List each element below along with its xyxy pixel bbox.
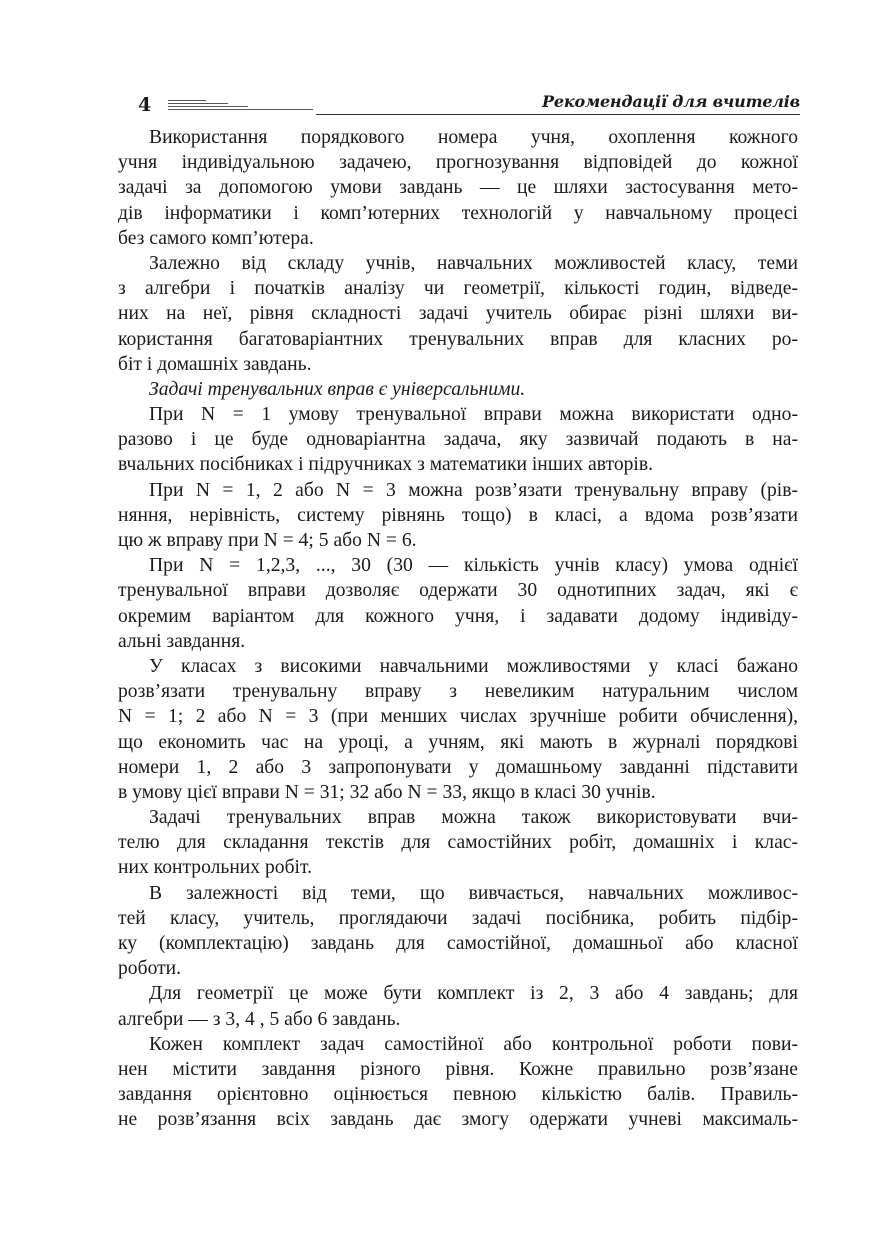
text-line: При N = 1, 2 або N = 3 можна розв’язати тренувальну вправу (рів- (149, 479, 798, 501)
running-title: Рекомендації для вчителів (542, 92, 800, 111)
text-line: В залежності від теми, що вивчається, навчальних можливос- (149, 882, 798, 904)
text-line: них контрольних робіт. (118, 857, 312, 879)
text-line: дів інформатики і комп’ютерних технологій у навчальному процесі (118, 202, 798, 224)
text-line: няння, нерівність, систему рівнянь тощо) в класі, а вдома розв’язати (118, 504, 798, 526)
text-line: телю для складання текстів для самостійних робіт, домашніх і клас- (118, 832, 798, 854)
text-line: біт і домашніх завдань. (118, 353, 312, 375)
text-line: номери 1, 2 або 3 запропонувати у домашньому завданні підставити (118, 756, 798, 778)
text-line: без самого комп’ютера. (118, 227, 314, 249)
text-line: окремим варіантом для кожного учня, і задавати додому індивіду- (118, 605, 798, 627)
text-line: учня індивідуальною задачею, прогнозування відповідей до кожної (118, 152, 798, 174)
text-line: разово і це буде одноваріантна задача, яку зазвичай подають в на- (118, 429, 798, 451)
text-line: з алгебри і початків аналізу чи геометрії, кількості годин, відведе- (118, 278, 798, 300)
text-line: Для геометрії це може бути комплект із 2, 3 або 4 завдань; для (149, 983, 798, 1005)
page-number: 4 (138, 94, 152, 116)
text-line: них на неї, рівня складності задачі учитель обирає різні шляхи ви- (118, 303, 798, 325)
header-rule (316, 114, 800, 115)
text-line: Залежно від складу учнів, навчальних можливостей класу, теми (149, 252, 798, 274)
text-line: Задачі тренувальних вправ є універсальними. (149, 378, 526, 400)
body-text (118, 125, 798, 1133)
text-line: альні завдання. (118, 630, 246, 652)
text-line: Використання порядкового номера учня, охоплення кожного (149, 127, 798, 148)
text-line: що економить час на уроці, а учням, які мають в журналі порядкові (118, 731, 798, 753)
text-line: вчальних посібниках і підручниках з математики інших авторів. (118, 454, 654, 476)
text-line: Задачі тренувальних вправ можна також використовувати вчи- (149, 807, 798, 829)
text-line: Кожен комплект задач самостійної або контрольної роботи пови- (149, 1033, 798, 1055)
text-line: цю ж вправу при N = 4; 5 або N = 6. (118, 530, 417, 551)
text-line: роботи. (118, 958, 182, 980)
text-line: в умову цієї вправи N = 31; 32 або N = 33, якщо в класі 30 учнів. (118, 781, 656, 803)
text-line: тей класу, учитель, проглядаючи задачі посібника, робить підбір- (118, 907, 798, 929)
page-header (138, 92, 800, 118)
header-decoration (168, 100, 313, 114)
text-line: розв’язати тренувальну вправу з невеликим натуральним числом (118, 681, 798, 703)
text-line: завдання орієнтовно оцінюється певною кількістю балів. Правиль- (118, 1084, 798, 1106)
text-line: У класах з високими навчальними можливостями у класі бажано (149, 655, 798, 677)
text-line: ку (комплектацію) завдань для самостійної, домашньої або класної (118, 933, 798, 954)
text-line: користання багатоваріантних тренувальних вправ для класних ро- (118, 328, 798, 350)
text-line: N = 1; 2 або N = 3 (при менших числах зручніше робити обчислення), (118, 706, 798, 728)
text-line: нен містити завдання різного рівня. Кожне правильно розв’язане (118, 1058, 798, 1080)
text-line: При N = 1 умову тренувальної вправи можна використати одно- (149, 404, 798, 426)
text-line: задачі за допомогою умови завдань — це шляхи застосування мето- (118, 177, 798, 199)
text-line: тренувальної вправи дозволяє одержати 30 однотипних задач, які є (118, 580, 798, 602)
text-line: алгебри — з 3, 4 , 5 або 6 завдань. (118, 1008, 401, 1030)
text-line: не розв’язання всіх завдань дає змогу одержати учневі максималь- (118, 1109, 798, 1131)
text-line: При N = 1,2,3, ..., 30 (30 — кількість учнів класу) умова однієї (149, 555, 798, 577)
